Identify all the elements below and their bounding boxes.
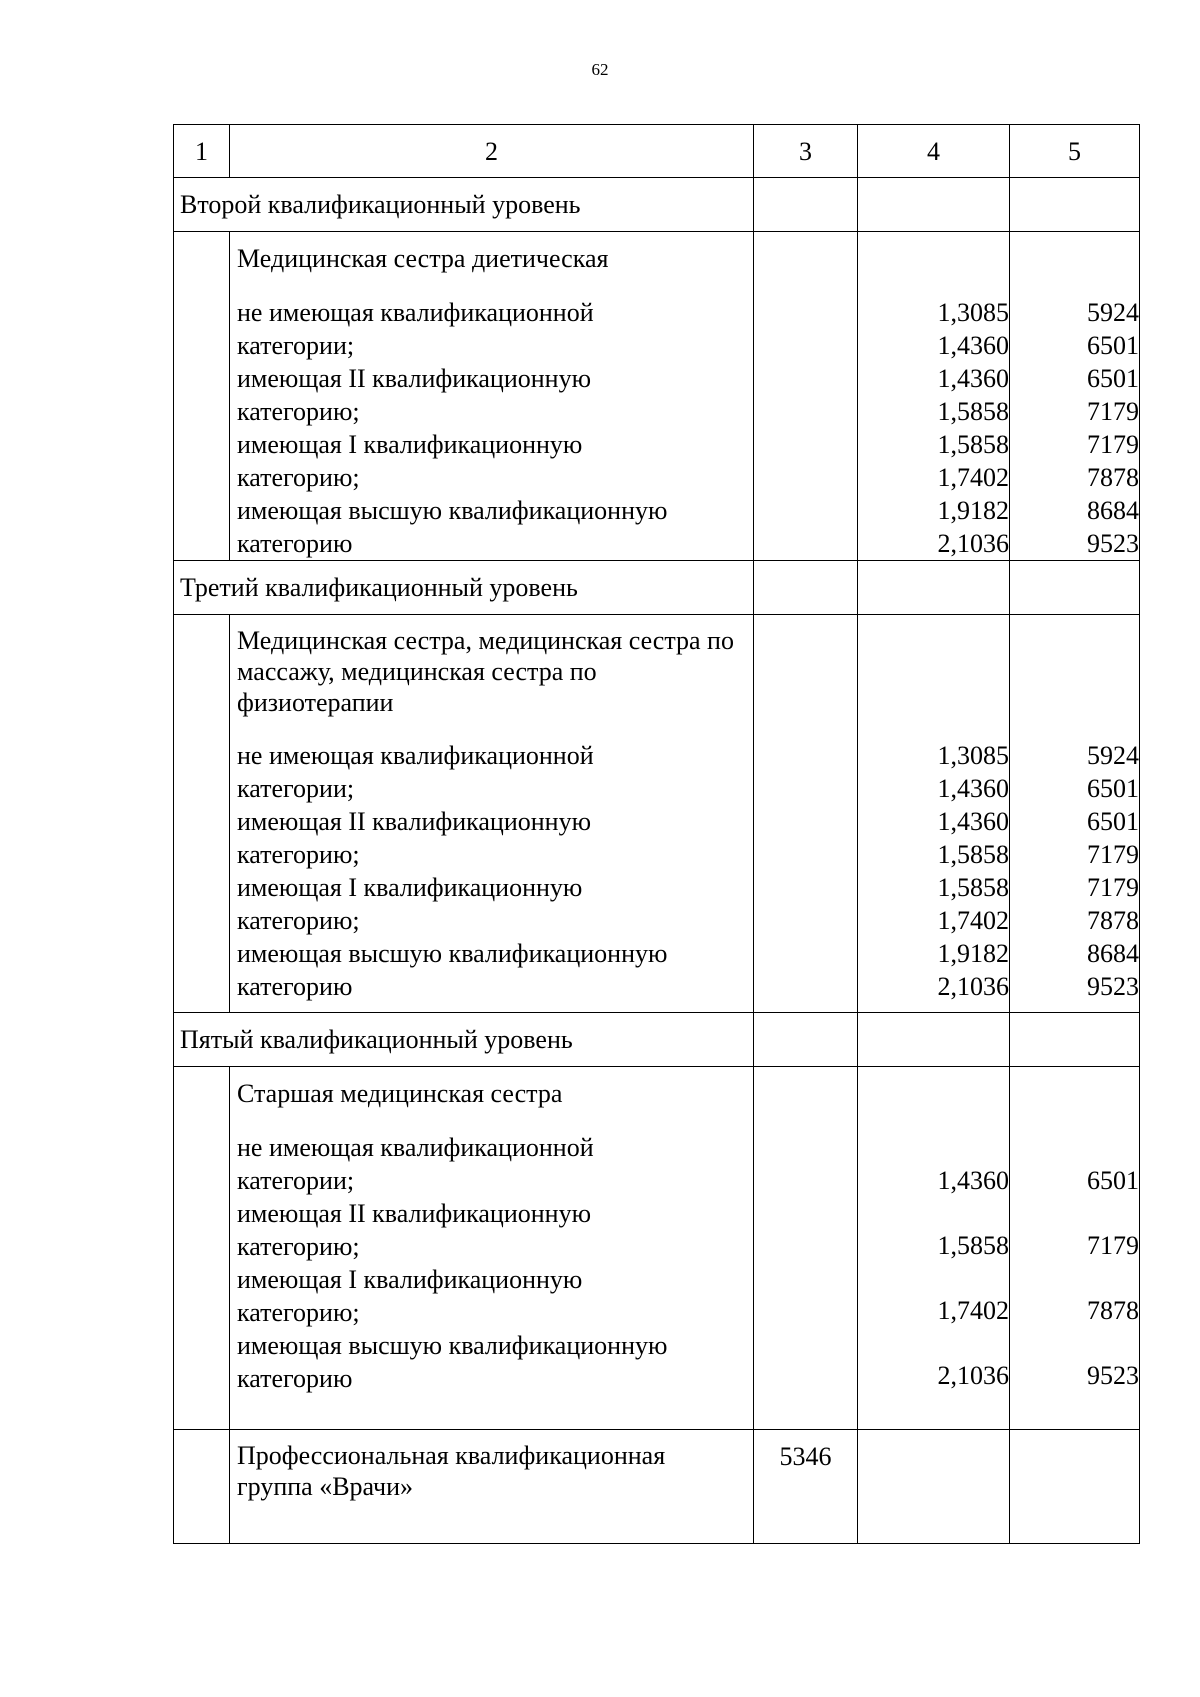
coefficient-value: 2,1036: [937, 972, 1009, 1001]
coefficient-value: 1,7402: [937, 1296, 1009, 1325]
header-cell-5: 5: [1010, 125, 1140, 178]
salary-value: 9523: [1087, 972, 1139, 1001]
salary-value: 9523: [1087, 1361, 1139, 1390]
header-cell-2: 2: [230, 125, 754, 178]
salary-value: 7179: [1087, 873, 1139, 902]
salary-cell: [1010, 232, 1140, 561]
coefficient-value: 1,4360: [937, 807, 1009, 836]
section-title: Пятый квалификационный уровень: [174, 1013, 754, 1067]
base-salary-cell: [754, 1430, 858, 1544]
section-title-row: [174, 561, 1140, 615]
section-title-row: [174, 178, 1140, 232]
section-title: Второй квалификационный уровень: [174, 178, 754, 232]
coefficient-cell: [858, 615, 1010, 1013]
position-cell: [230, 615, 754, 1013]
section-body-row: [174, 1067, 1140, 1430]
category-line: категорию: [237, 972, 353, 1001]
salary-value: 9523: [1087, 529, 1139, 558]
header-cell-1: 1: [174, 125, 230, 178]
section-body-row: [174, 232, 1140, 561]
category-line: категорию;: [237, 1298, 360, 1327]
coefficient-value: 1,5858: [937, 430, 1009, 459]
category-line: имеющая высшую квалификационную: [237, 496, 668, 525]
category-line: имеющая высшую квалификационную: [237, 1331, 668, 1360]
section-title-row: [174, 1013, 1140, 1067]
category-line: имеющая I квалификационную: [237, 430, 583, 459]
coefficient-value: 1,3085: [937, 741, 1009, 770]
category-line: категории;: [237, 1166, 355, 1195]
salary-value: 7179: [1087, 840, 1139, 869]
category-line: категории;: [237, 331, 355, 360]
coefficient-value: 1,4360: [937, 774, 1009, 803]
position-cell: [230, 1067, 754, 1430]
coefficient-cell: [858, 1067, 1010, 1430]
salary-value: 7179: [1087, 1231, 1139, 1260]
category-line: не имеющая квалификационной: [237, 741, 594, 770]
category-line: имеющая I квалификационную: [237, 1265, 583, 1294]
coefficient-cell: [858, 232, 1010, 561]
salary-value: 6501: [1087, 774, 1139, 803]
salary-value: 8684: [1087, 939, 1139, 968]
position-cell: [230, 232, 754, 561]
salary-cell: [1010, 1067, 1140, 1430]
category-line: не имеющая квалификационной: [237, 298, 594, 327]
coefficient-value: 1,9182: [937, 496, 1009, 525]
salary-value: 7179: [1087, 397, 1139, 426]
coefficient-value: 1,4360: [937, 364, 1009, 393]
coefficient-value: 2,1036: [937, 1361, 1009, 1390]
category-line: имеющая I квалификационную: [237, 873, 583, 902]
position-title: Медицинская сестра диетическая: [237, 244, 609, 273]
category-line: категорию;: [237, 840, 360, 869]
coefficient-value: 1,7402: [937, 906, 1009, 935]
category-line: категории;: [237, 774, 355, 803]
position-title: Медицинская сестра, медицинская сестра по массажу, медицинская сестра по физиотерапии: [237, 626, 734, 717]
category-line: категорию;: [237, 1232, 360, 1261]
salary-value: 6501: [1087, 1166, 1139, 1195]
section-body-row: [174, 615, 1140, 1013]
category-line: категорию: [237, 529, 353, 558]
header-cell-4: 4: [858, 125, 1010, 178]
salary-cell: [1010, 615, 1140, 1013]
header-cell-3: 3: [754, 125, 858, 178]
group-title: Профессиональная квалификационная группа «Врачи»: [237, 1441, 666, 1501]
salary-value: 5924: [1087, 298, 1139, 327]
salary-value: 5924: [1087, 741, 1139, 770]
header-row: [174, 125, 1140, 178]
category-line: категорию;: [237, 463, 360, 492]
page-number: 62: [591, 60, 609, 79]
category-line: имеющая II квалификационную: [237, 364, 592, 393]
group-title-cell: [230, 1430, 754, 1544]
category-line: не имеющая квалификационной: [237, 1133, 594, 1162]
section-title: Третий квалификационный уровень: [174, 561, 754, 615]
coefficient-value: 1,5858: [937, 1231, 1009, 1260]
coefficient-value: 1,5858: [937, 873, 1009, 902]
salary-table: [173, 124, 1140, 1544]
category-line: категорию: [237, 1364, 353, 1393]
salary-value: 7179: [1087, 430, 1139, 459]
category-line: имеющая II квалификационную: [237, 807, 592, 836]
salary-value: 8684: [1087, 496, 1139, 525]
salary-value: 6501: [1087, 331, 1139, 360]
salary-value: 6501: [1087, 807, 1139, 836]
salary-value: 7878: [1087, 463, 1139, 492]
coefficient-value: 1,7402: [937, 463, 1009, 492]
group-row: [174, 1430, 1140, 1544]
coefficient-value: 1,4360: [937, 331, 1009, 360]
salary-value: 7878: [1087, 906, 1139, 935]
base-salary-value: 5346: [779, 1442, 832, 1471]
coefficient-value: 1,3085: [937, 298, 1009, 327]
category-line: категорию;: [237, 906, 360, 935]
position-title: Старшая медицинская сестра: [237, 1079, 563, 1108]
category-line: категорию;: [237, 397, 360, 426]
salary-value: 6501: [1087, 364, 1139, 393]
coefficient-value: 1,5858: [937, 397, 1009, 426]
coefficient-value: 1,4360: [937, 1166, 1009, 1195]
salary-value: 7878: [1087, 1296, 1139, 1325]
coefficient-value: 1,9182: [937, 939, 1009, 968]
category-line: имеющая высшую квалификационную: [237, 939, 668, 968]
coefficient-value: 2,1036: [937, 529, 1009, 558]
coefficient-value: 1,5858: [937, 840, 1009, 869]
category-line: имеющая II квалификационную: [237, 1199, 592, 1228]
